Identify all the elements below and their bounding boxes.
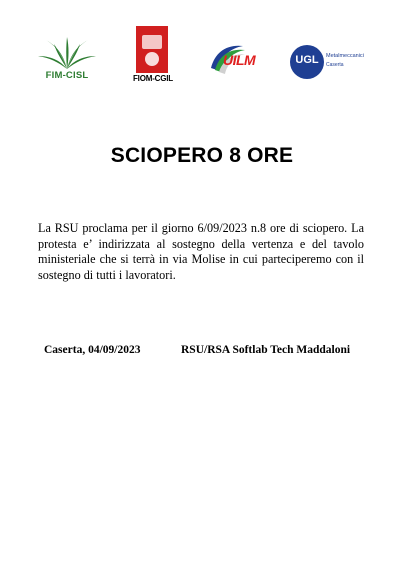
ugl-logo (290, 45, 370, 79)
document-body: La RSU proclama per il giorno 6/09/2023 n.8 ore di sciopero. La protesta e’ indirizzata al sostegno della vertenza e del tavolo ministeriale che si terrà in via Molise in cui parteciperemo con il sostegno di tutti i lavoratori. (38, 221, 364, 283)
ugl-line-1: Metalmeccanici (326, 53, 364, 59)
fiom-flag-icon (136, 26, 168, 73)
union-logos-header (0, 0, 404, 100)
ugl-line-2: Caserta (326, 62, 344, 68)
signature: RSU/RSA Softlab Tech Maddaloni (181, 344, 351, 356)
uilm-logo (209, 42, 257, 78)
ugl-mark: UGL (295, 54, 319, 66)
fim-cisl-leaf-icon (36, 36, 98, 70)
fim-cisl-label: FIM-CISL (45, 70, 89, 81)
place-date: Caserta, 04/09/2023 (44, 344, 141, 356)
fim-cisl-logo (36, 36, 98, 84)
fiom-cgil-logo (132, 26, 174, 86)
fiom-cgil-label: FIOM-CGIL (133, 74, 173, 83)
uilm-label: UILM (223, 52, 256, 68)
document-title: SCIOPERO 8 ORE (110, 144, 294, 167)
